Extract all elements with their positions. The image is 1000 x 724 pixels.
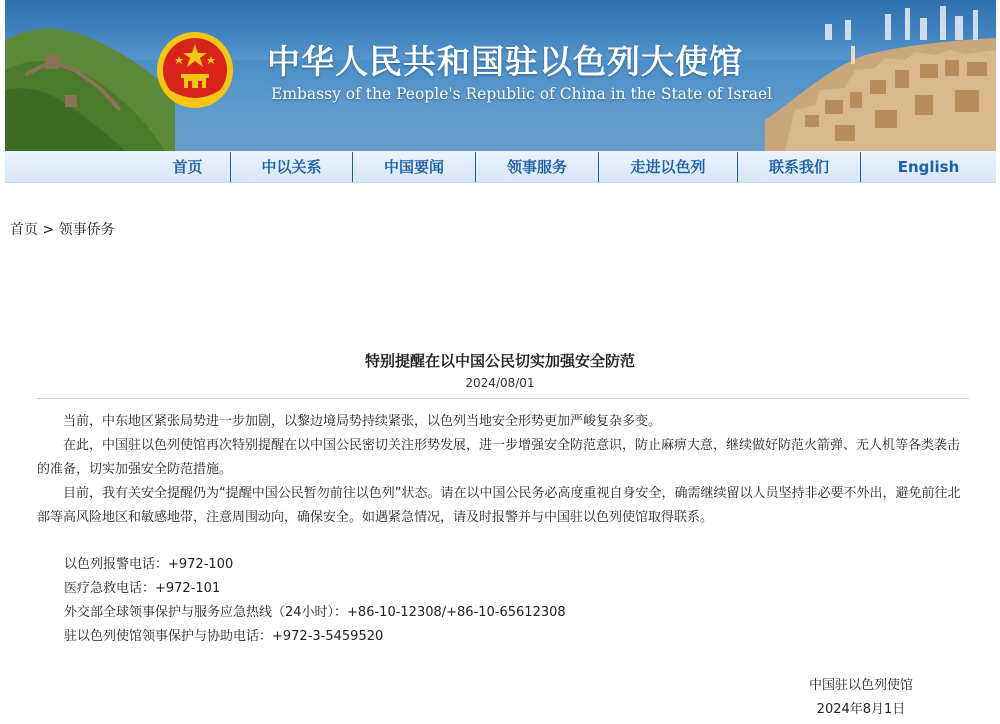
nav-item-china-israel-relations[interactable]: 中以关系 [261,158,322,176]
nav-item-home[interactable]: 首页 [172,158,203,176]
signature-block [809,674,913,722]
article-body [37,410,967,530]
nav-item-china-news[interactable]: 中国要闻 [383,158,444,176]
signature-organization: 中国驻以色列使馆 [808,678,913,693]
article-paragraph: 当前，中东地区紧张局势进一步加剧，以黎边境局势持续紧张，以色列当地安全形势更加严峻复杂多变。 [63,414,662,429]
breadcrumb-current-link[interactable]: 领事侨务 [58,222,115,238]
article-date: 2024/08/01 [465,376,535,390]
contact-police: 以色列报警电话：+972-100 [64,557,234,572]
nav-item-english[interactable]: English [897,158,960,176]
article-paragraph: 在此，中国驻以色列使馆再次特别提醒在以中国公民密切关注形势发展，进一步增强安全防范意识，防止麻痹大意，继续做好防范火箭弹、无人机等各类袭击的准备，切实加强安全防范措施。 [37,438,961,477]
nav-item-contact-us[interactable]: 联系我们 [768,158,829,176]
signature-date: 2024年8月1日 [816,702,906,717]
emergency-contacts [64,553,566,649]
title-divider [37,398,969,399]
main-nav [5,151,996,183]
header-banner [5,0,996,151]
site-title-english: Embassy of the People's Republic of China in the State of Israel [271,85,773,103]
contact-embassy-consular: 驻以色列使馆领事保护与协助电话：+972-3-5459520 [64,629,384,644]
national-emblem-icon [155,30,235,110]
nav-item-about-israel[interactable]: 走进以色列 [630,158,706,176]
nav-item-consular-services[interactable]: 领事服务 [506,158,567,176]
breadcrumb-separator: > [38,222,59,238]
contact-ambulance: 医疗急救电话：+972-101 [64,581,221,596]
site-title-chinese: 中华人民共和国驻以色列大使馆 [267,42,743,81]
article-title: 特别提醒在以中国公民切实加强安全防范 [364,352,635,370]
breadcrumb [10,219,115,239]
breadcrumb-home-link[interactable]: 首页 [10,222,38,238]
article-paragraph: 目前，我有关安全提醒仍为“提醒中国公民暂勿前往以色列”状态。请在以中国公民务必高度重视自身安全，确需继续留以人员坚持非必要不外出，避免前往北部等高风险地区和敏感地带，注意周围动向，确保安全。如遇紧急情况，请及时报警并与中国驻以色列使馆取得联系。 [37,486,961,525]
contact-mfa-hotline: 外交部全球领事保护与服务应急热线（24小时）：+86-10-12308/+86-10-65612308 [64,605,566,620]
